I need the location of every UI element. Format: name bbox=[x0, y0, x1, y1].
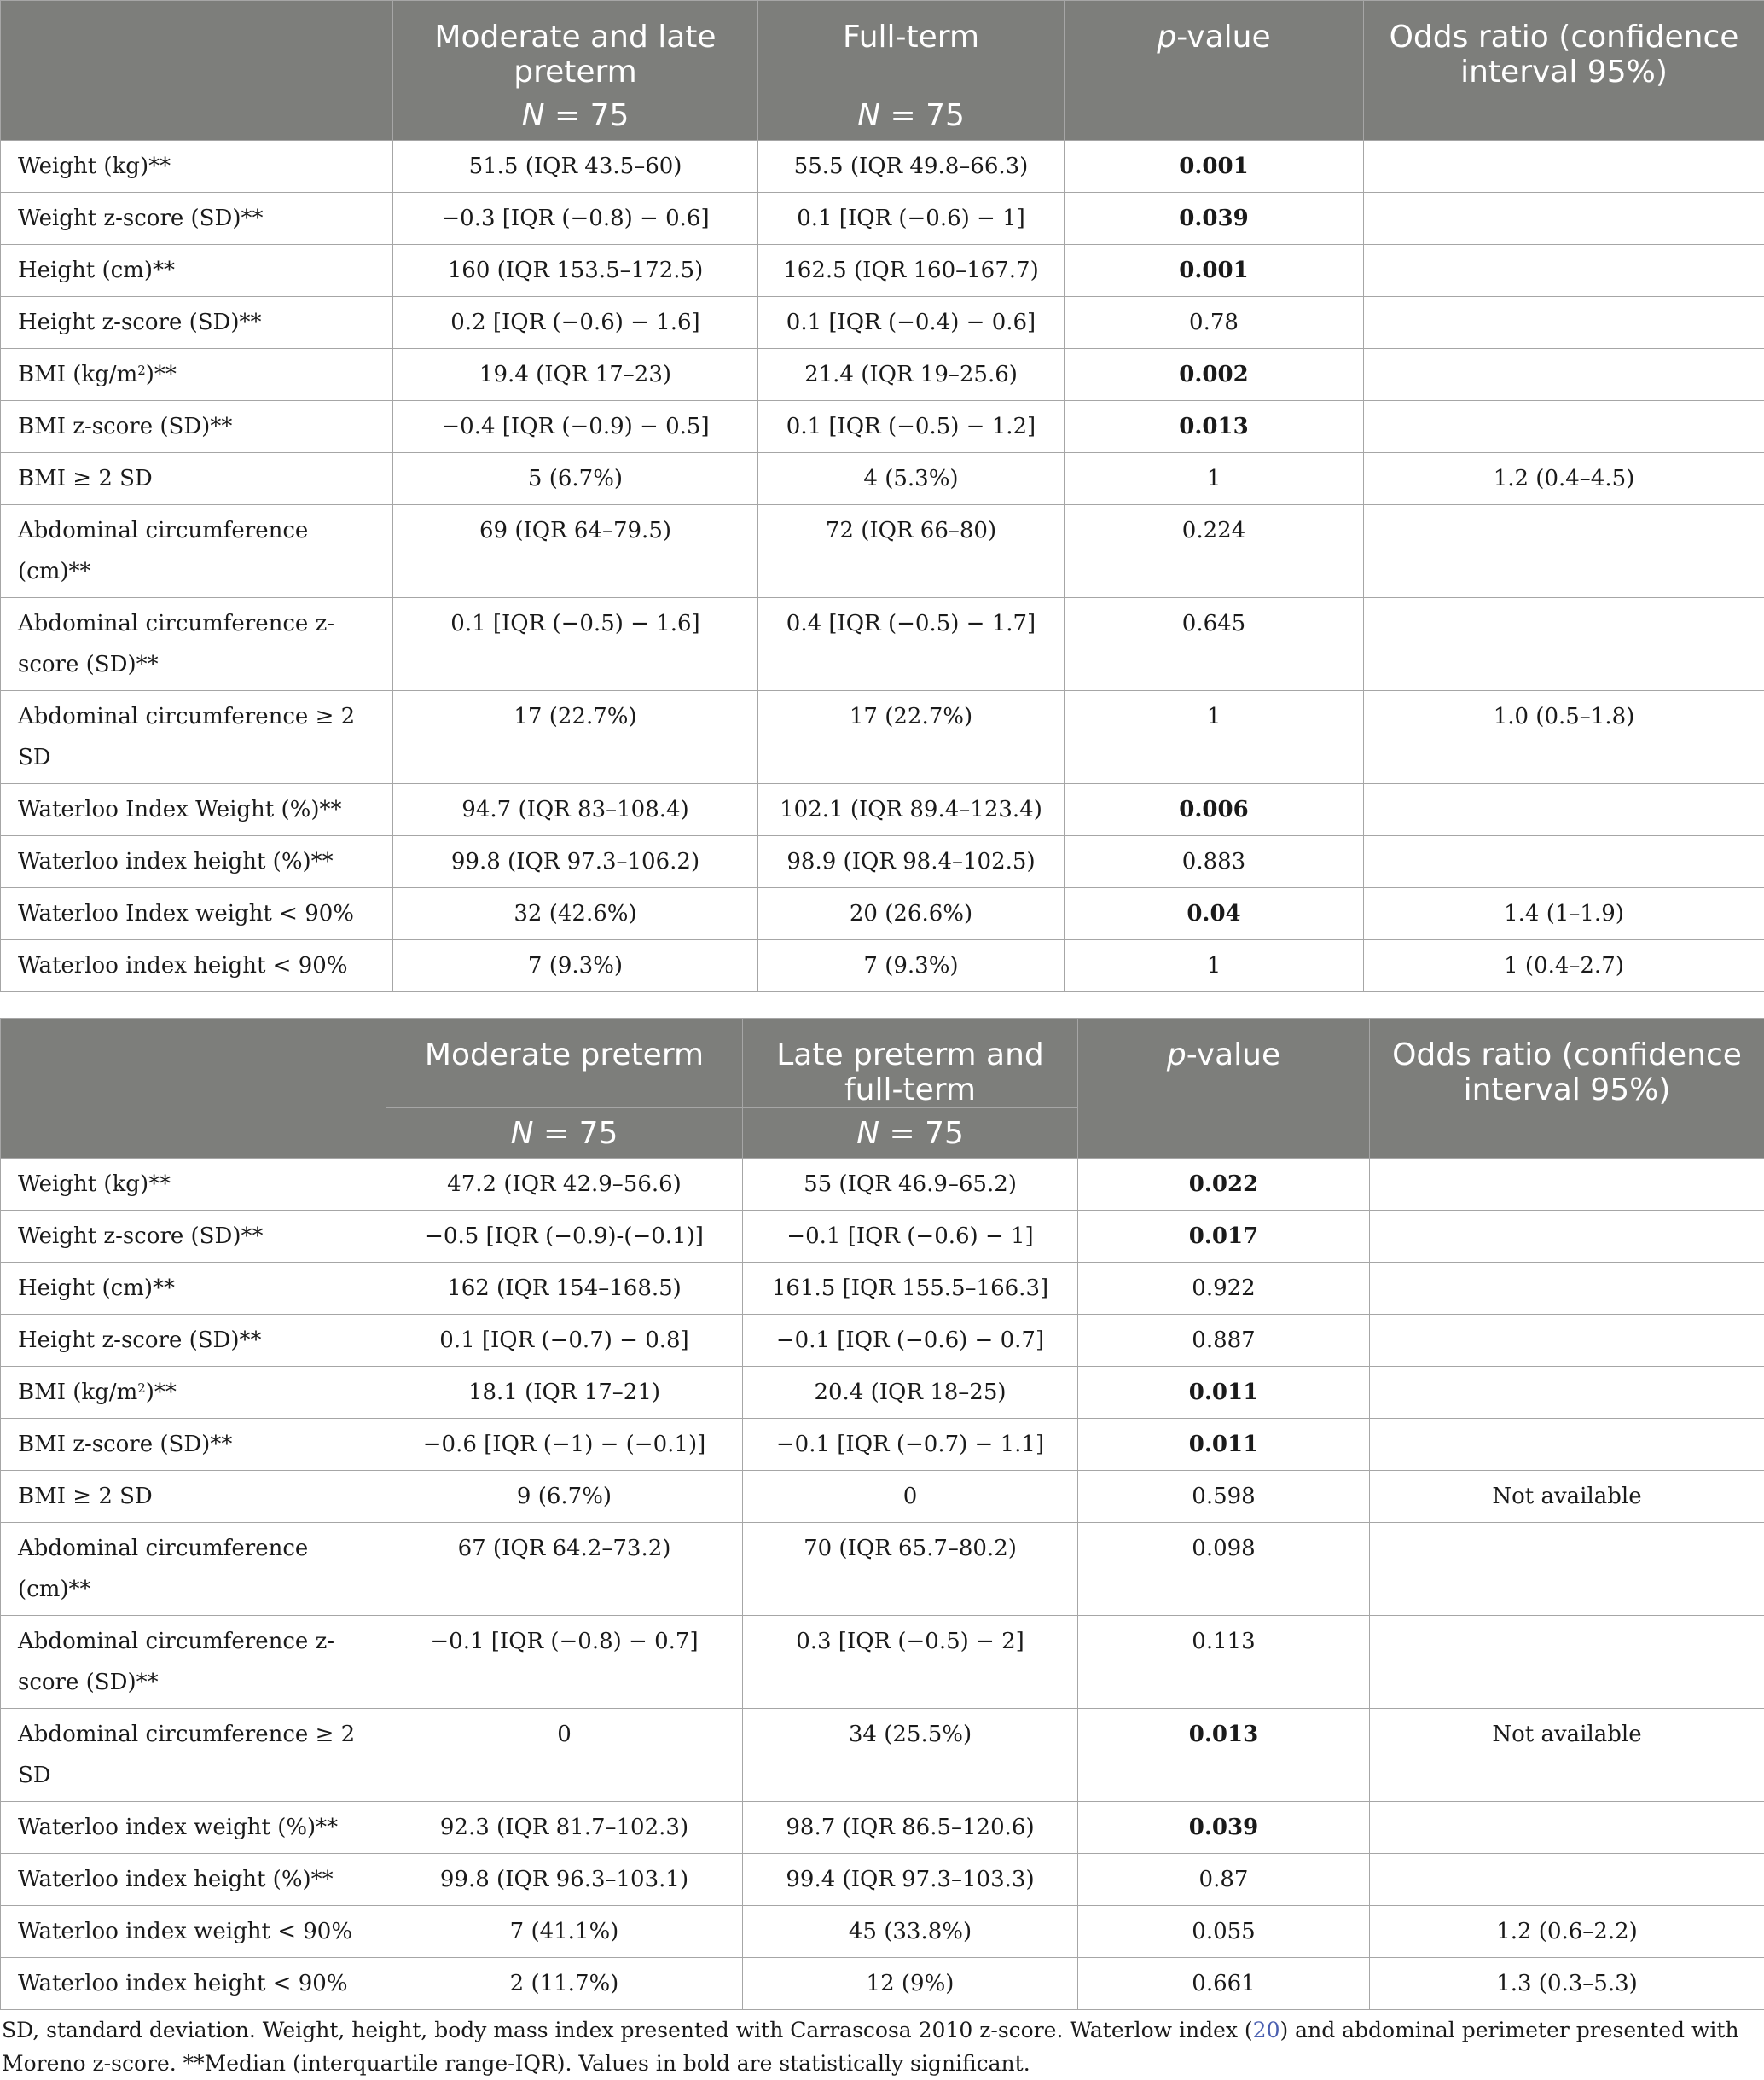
odds-ratio: 1.2 (0.6–2.2) bbox=[1370, 1906, 1764, 1958]
group1-value: 32 (42.6%) bbox=[393, 888, 758, 940]
p-value: 0.013 bbox=[1065, 401, 1364, 453]
table-gap bbox=[0, 992, 1764, 1018]
header-empty-cell bbox=[1, 1019, 386, 1159]
header-empty-cell bbox=[1, 1, 393, 141]
table-row bbox=[1, 1211, 1764, 1263]
header-n-group2 bbox=[743, 1108, 1078, 1159]
group1-value: −0.6 [IQR (−1) − (−0.1)] bbox=[386, 1419, 743, 1471]
table-row bbox=[1, 1471, 1764, 1523]
row-label-text: )** bbox=[146, 1380, 177, 1405]
row-label-text: BMI (kg/m bbox=[18, 362, 137, 387]
n-value: = 75 bbox=[554, 98, 629, 133]
odds-ratio bbox=[1370, 1159, 1764, 1211]
table-row bbox=[1, 836, 1764, 888]
row-label: Height (cm)** bbox=[1, 1263, 386, 1315]
group1-value: 92.3 (IQR 81.7–102.3) bbox=[386, 1802, 743, 1854]
row-label-superscript: 2 bbox=[137, 1380, 146, 1396]
group2-value: 0.3 [IQR (−0.5) − 2] bbox=[743, 1616, 1078, 1709]
group2-value: 0.1 [IQR (−0.6) − 1] bbox=[758, 193, 1065, 245]
odds-ratio bbox=[1370, 1367, 1764, 1419]
header-p-value bbox=[1078, 1019, 1370, 1159]
group1-value: 7 (41.1%) bbox=[386, 1906, 743, 1958]
group2-value: 0.4 [IQR (−0.5) − 1.7] bbox=[758, 598, 1065, 691]
group2-value: −0.1 [IQR (−0.6) − 1] bbox=[743, 1211, 1078, 1263]
p-value: 0.883 bbox=[1065, 836, 1364, 888]
row-label bbox=[1, 349, 393, 401]
row-label: Height (cm)** bbox=[1, 245, 393, 297]
group1-value: −0.4 [IQR (−0.9) − 0.5] bbox=[393, 401, 758, 453]
header-p-rest: -value bbox=[1187, 1037, 1280, 1072]
group2-value: 72 (IQR 66–80) bbox=[758, 505, 1065, 598]
odds-ratio bbox=[1370, 1263, 1764, 1315]
header-n-group1 bbox=[386, 1108, 743, 1159]
table-row bbox=[1, 1159, 1764, 1211]
footnote-text-2: ) and abdominal perimeter presented with Moreno z-score. **Median (interquartile range-IQR). Values in bold are statistically significant. bbox=[2, 2018, 1739, 2076]
odds-ratio bbox=[1370, 1211, 1764, 1263]
p-value: 0.011 bbox=[1078, 1367, 1370, 1419]
odds-ratio bbox=[1364, 401, 1764, 453]
row-label: Waterloo index height (%)** bbox=[1, 836, 393, 888]
table-1-body bbox=[1, 141, 1764, 992]
p-value: 0.87 bbox=[1078, 1854, 1370, 1906]
group1-value: 0.1 [IQR (−0.5) − 1.6] bbox=[393, 598, 758, 691]
table-2-body bbox=[1, 1159, 1764, 2010]
group1-value: −0.3 [IQR (−0.8) − 0.6] bbox=[393, 193, 758, 245]
p-value: 0.887 bbox=[1078, 1315, 1370, 1367]
group2-value: 0.1 [IQR (−0.4) − 0.6] bbox=[758, 297, 1065, 349]
n-value: = 75 bbox=[890, 98, 964, 133]
group2-value: 0 bbox=[743, 1471, 1078, 1523]
row-label-superscript: 2 bbox=[137, 363, 146, 378]
p-value: 0.598 bbox=[1078, 1471, 1370, 1523]
group1-value: −0.1 [IQR (−0.8) − 0.7] bbox=[386, 1616, 743, 1709]
header-p-italic: p bbox=[1167, 1037, 1187, 1072]
p-value: 0.098 bbox=[1078, 1523, 1370, 1616]
row-label: Waterloo index height < 90% bbox=[1, 940, 393, 992]
p-value: 0.661 bbox=[1078, 1958, 1370, 2010]
p-value: 0.113 bbox=[1078, 1616, 1370, 1709]
group1-value: 94.7 (IQR 83–108.4) bbox=[393, 784, 758, 836]
group1-value: −0.5 [IQR (−0.9)-(−0.1)] bbox=[386, 1211, 743, 1263]
p-value: 0.002 bbox=[1065, 349, 1364, 401]
row-label: Waterloo index height (%)** bbox=[1, 1854, 386, 1906]
group2-value: 20.4 (IQR 18–25) bbox=[743, 1367, 1078, 1419]
group1-value: 7 (9.3%) bbox=[393, 940, 758, 992]
group2-value: 55 (IQR 46.9–65.2) bbox=[743, 1159, 1078, 1211]
group2-value: −0.1 [IQR (−0.6) − 0.7] bbox=[743, 1315, 1078, 1367]
p-value: 0.006 bbox=[1065, 784, 1364, 836]
group1-value: 18.1 (IQR 17–21) bbox=[386, 1367, 743, 1419]
row-label: Abdominal circumference z-score (SD)** bbox=[1, 1616, 386, 1709]
table-row bbox=[1, 297, 1764, 349]
group1-value: 0.1 [IQR (−0.7) − 0.8] bbox=[386, 1315, 743, 1367]
header-p-rest: -value bbox=[1176, 20, 1270, 55]
group2-value: 102.1 (IQR 89.4–123.4) bbox=[758, 784, 1065, 836]
header-group1: Moderate and late preterm bbox=[393, 1, 758, 90]
n-label: N bbox=[857, 98, 880, 133]
group2-value: 7 (9.3%) bbox=[758, 940, 1065, 992]
table-row bbox=[1, 691, 1764, 784]
row-label: Abdominal circumference (cm)** bbox=[1, 505, 393, 598]
odds-ratio: Not available bbox=[1370, 1471, 1764, 1523]
header-odds-ratio: Odds ratio (confidence interval 95%) bbox=[1370, 1019, 1764, 1159]
header-n-group1 bbox=[393, 90, 758, 141]
n-label: N bbox=[856, 1116, 879, 1151]
header-p-italic: p bbox=[1157, 20, 1176, 55]
table-row bbox=[1, 349, 1764, 401]
group2-value: 70 (IQR 65.7–80.2) bbox=[743, 1523, 1078, 1616]
row-label-text: BMI (kg/m bbox=[18, 1380, 137, 1405]
p-value: 1 bbox=[1065, 453, 1364, 505]
p-value: 0.78 bbox=[1065, 297, 1364, 349]
table-row bbox=[1, 193, 1764, 245]
comparison-table-2 bbox=[0, 1018, 1764, 2010]
group1-value: 19.4 (IQR 17–23) bbox=[393, 349, 758, 401]
row-label: Weight z-score (SD)** bbox=[1, 193, 393, 245]
p-value: 1 bbox=[1065, 940, 1364, 992]
group2-value: 99.4 (IQR 97.3–103.3) bbox=[743, 1854, 1078, 1906]
row-label: Height z-score (SD)** bbox=[1, 297, 393, 349]
group1-value: 160 (IQR 153.5–172.5) bbox=[393, 245, 758, 297]
group2-value: 4 (5.3%) bbox=[758, 453, 1065, 505]
p-value: 0.922 bbox=[1078, 1263, 1370, 1315]
table-row bbox=[1, 1616, 1764, 1709]
odds-ratio: 1.2 (0.4–4.5) bbox=[1364, 453, 1764, 505]
header-group1: Moderate preterm bbox=[386, 1019, 743, 1108]
header-p-value bbox=[1065, 1, 1364, 141]
p-value: 0.017 bbox=[1078, 1211, 1370, 1263]
table-row bbox=[1, 141, 1764, 193]
odds-ratio bbox=[1364, 141, 1764, 193]
table-row bbox=[1, 1906, 1764, 1958]
table-row bbox=[1, 1958, 1764, 2010]
table-row bbox=[1, 453, 1764, 505]
group2-value: 34 (25.5%) bbox=[743, 1709, 1078, 1802]
odds-ratio bbox=[1370, 1802, 1764, 1854]
group1-value: 99.8 (IQR 97.3–106.2) bbox=[393, 836, 758, 888]
odds-ratio bbox=[1364, 349, 1764, 401]
footnote-text-1: SD, standard deviation. Weight, height, body mass index presented with Carrascosa 2010 z-score. Waterlow index ( bbox=[2, 2018, 1253, 2042]
table-row bbox=[1, 1802, 1764, 1854]
row-label-text: )** bbox=[146, 362, 177, 387]
table-row bbox=[1, 784, 1764, 836]
p-value: 0.055 bbox=[1078, 1906, 1370, 1958]
row-label: Abdominal circumference ≥ 2 SD bbox=[1, 691, 393, 784]
odds-ratio bbox=[1370, 1616, 1764, 1709]
row-label: Abdominal circumference z-score (SD)** bbox=[1, 598, 393, 691]
n-value: = 75 bbox=[889, 1116, 963, 1151]
p-value: 0.224 bbox=[1065, 505, 1364, 598]
table-row bbox=[1, 1263, 1764, 1315]
row-label: Abdominal circumference (cm)** bbox=[1, 1523, 386, 1616]
odds-ratio bbox=[1364, 836, 1764, 888]
n-label: N bbox=[511, 1116, 534, 1151]
group2-value: 98.9 (IQR 98.4–102.5) bbox=[758, 836, 1065, 888]
row-label: Waterloo index height < 90% bbox=[1, 1958, 386, 2010]
row-label: Weight (kg)** bbox=[1, 1159, 386, 1211]
odds-ratio bbox=[1364, 297, 1764, 349]
p-value: 0.001 bbox=[1065, 141, 1364, 193]
odds-ratio: 1.4 (1–1.9) bbox=[1364, 888, 1764, 940]
group2-value: 12 (9%) bbox=[743, 1958, 1078, 2010]
row-label: Waterloo index weight < 90% bbox=[1, 1906, 386, 1958]
row-label: Weight z-score (SD)** bbox=[1, 1211, 386, 1263]
group2-value: −0.1 [IQR (−0.7) − 1.1] bbox=[743, 1419, 1078, 1471]
group2-value: 17 (22.7%) bbox=[758, 691, 1065, 784]
table-row bbox=[1, 940, 1764, 992]
group1-value: 5 (6.7%) bbox=[393, 453, 758, 505]
group2-value: 45 (33.8%) bbox=[743, 1906, 1078, 1958]
row-label: BMI ≥ 2 SD bbox=[1, 1471, 386, 1523]
odds-ratio: 1.3 (0.3–5.3) bbox=[1370, 1958, 1764, 2010]
p-value: 0.04 bbox=[1065, 888, 1364, 940]
table-row bbox=[1, 1523, 1764, 1616]
group1-value: 2 (11.7%) bbox=[386, 1958, 743, 2010]
group1-value: 17 (22.7%) bbox=[393, 691, 758, 784]
odds-ratio bbox=[1370, 1523, 1764, 1616]
n-label: N bbox=[522, 98, 545, 133]
odds-ratio bbox=[1370, 1315, 1764, 1367]
p-value: 0.039 bbox=[1065, 193, 1364, 245]
header-group2: Full-term bbox=[758, 1, 1065, 90]
table-row bbox=[1, 1419, 1764, 1471]
group1-value: 51.5 (IQR 43.5–60) bbox=[393, 141, 758, 193]
group1-value: 47.2 (IQR 42.9–56.6) bbox=[386, 1159, 743, 1211]
odds-ratio bbox=[1364, 245, 1764, 297]
odds-ratio bbox=[1364, 505, 1764, 598]
table-footnote bbox=[0, 2010, 1764, 2080]
row-label: BMI z-score (SD)** bbox=[1, 401, 393, 453]
group2-value: 0.1 [IQR (−0.5) − 1.2] bbox=[758, 401, 1065, 453]
header-group2: Late preterm and full-term bbox=[743, 1019, 1078, 1108]
row-label: Waterloo index weight (%)** bbox=[1, 1802, 386, 1854]
row-label: Weight (kg)** bbox=[1, 141, 393, 193]
table-row bbox=[1, 888, 1764, 940]
group1-value: 162 (IQR 154–168.5) bbox=[386, 1263, 743, 1315]
odds-ratio: 1.0 (0.5–1.8) bbox=[1364, 691, 1764, 784]
group2-value: 161.5 [IQR 155.5–166.3] bbox=[743, 1263, 1078, 1315]
group2-value: 55.5 (IQR 49.8–66.3) bbox=[758, 141, 1065, 193]
p-value: 0.001 bbox=[1065, 245, 1364, 297]
group1-value: 9 (6.7%) bbox=[386, 1471, 743, 1523]
row-label bbox=[1, 1367, 386, 1419]
table-row bbox=[1, 245, 1764, 297]
table-row bbox=[1, 1709, 1764, 1802]
p-value: 0.013 bbox=[1078, 1709, 1370, 1802]
table-row bbox=[1, 1367, 1764, 1419]
header-n-group2 bbox=[758, 90, 1065, 141]
odds-ratio bbox=[1364, 193, 1764, 245]
p-value: 0.011 bbox=[1078, 1419, 1370, 1471]
row-label: Waterloo Index weight < 90% bbox=[1, 888, 393, 940]
group2-value: 21.4 (IQR 19–25.6) bbox=[758, 349, 1065, 401]
row-label: Waterloo Index Weight (%)** bbox=[1, 784, 393, 836]
group2-value: 20 (26.6%) bbox=[758, 888, 1065, 940]
row-label: BMI z-score (SD)** bbox=[1, 1419, 386, 1471]
p-value: 0.022 bbox=[1078, 1159, 1370, 1211]
odds-ratio bbox=[1364, 784, 1764, 836]
odds-ratio bbox=[1364, 598, 1764, 691]
table-row bbox=[1, 598, 1764, 691]
table-row bbox=[1, 1315, 1764, 1367]
group1-value: 99.8 (IQR 96.3–103.1) bbox=[386, 1854, 743, 1906]
group1-value: 67 (IQR 64.2–73.2) bbox=[386, 1523, 743, 1616]
footnote-reference-link[interactable]: 20 bbox=[1253, 2018, 1280, 2042]
group2-value: 162.5 (IQR 160–167.7) bbox=[758, 245, 1065, 297]
row-label: BMI ≥ 2 SD bbox=[1, 453, 393, 505]
p-value: 1 bbox=[1065, 691, 1364, 784]
odds-ratio: Not available bbox=[1370, 1709, 1764, 1802]
group2-value: 98.7 (IQR 86.5–120.6) bbox=[743, 1802, 1078, 1854]
header-odds-ratio: Odds ratio (confidence interval 95%) bbox=[1364, 1, 1764, 141]
row-label: Height z-score (SD)** bbox=[1, 1315, 386, 1367]
group1-value: 69 (IQR 64–79.5) bbox=[393, 505, 758, 598]
group1-value: 0.2 [IQR (−0.6) − 1.6] bbox=[393, 297, 758, 349]
p-value: 0.645 bbox=[1065, 598, 1364, 691]
p-value: 0.039 bbox=[1078, 1802, 1370, 1854]
table-row bbox=[1, 505, 1764, 598]
odds-ratio bbox=[1370, 1854, 1764, 1906]
n-value: = 75 bbox=[543, 1116, 618, 1151]
group1-value: 0 bbox=[386, 1709, 743, 1802]
odds-ratio: 1 (0.4–2.7) bbox=[1364, 940, 1764, 992]
comparison-table-1 bbox=[0, 0, 1764, 992]
odds-ratio bbox=[1370, 1419, 1764, 1471]
row-label: Abdominal circumference ≥ 2 SD bbox=[1, 1709, 386, 1802]
table-row bbox=[1, 1854, 1764, 1906]
table-row bbox=[1, 401, 1764, 453]
